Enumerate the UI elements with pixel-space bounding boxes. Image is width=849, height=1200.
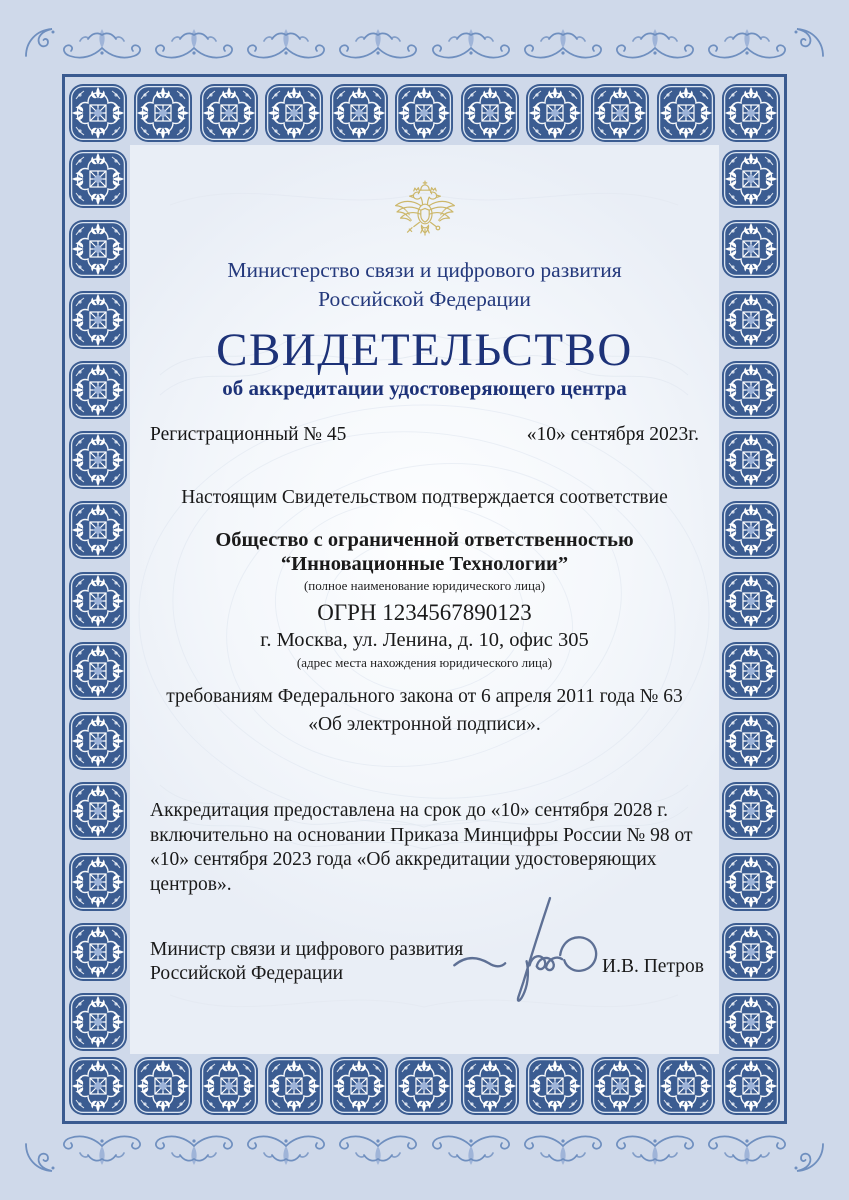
certificate-title: СВИДЕТЕЛЬСТВО bbox=[216, 324, 633, 376]
tile-border-left bbox=[68, 149, 128, 1052]
confirmation-statement: Настоящим Свидетельством подтверждается соответствие bbox=[181, 487, 668, 508]
accreditation-term-line-3: «10» сентября 2023 года «Об аккредитации удостоверяющих центров». bbox=[150, 849, 657, 895]
filigree-border-left bbox=[23, 58, 59, 1142]
double-headed-eagle-icon bbox=[390, 179, 460, 249]
issue-date: «10» сентября 2023г. bbox=[526, 424, 699, 445]
organization-name-line-2: “Инновационные Технологии” bbox=[280, 553, 569, 575]
corner-ornament-bottom-left bbox=[22, 1140, 58, 1176]
corner-ornament-bottom-right bbox=[791, 1140, 827, 1176]
organization-name-caption: (полное наименование юридического лица) bbox=[303, 578, 546, 593]
organization-address-caption: (адрес места нахождения юридического лица) bbox=[296, 655, 553, 670]
registration-number: Регистрационный № 45 bbox=[150, 424, 347, 445]
filigree-border-right bbox=[790, 58, 826, 1142]
accreditation-term bbox=[140, 799, 709, 897]
minister-name: И.В. Петров bbox=[602, 956, 704, 977]
corner-ornament-top-right bbox=[791, 24, 827, 60]
organization-block bbox=[140, 528, 709, 670]
organization-name-line-1: Общество с ограниченной ответственностью bbox=[215, 529, 634, 551]
ogrn-number: ОГРН 1234567890123 bbox=[317, 600, 532, 625]
minister-position-line-1: Министр связи и цифрового развития bbox=[150, 939, 464, 960]
accreditation-term-line-1: Аккредитация предоставлена на срок до «10» сентября 2028 г. bbox=[150, 800, 668, 821]
registration-line bbox=[140, 424, 709, 446]
organization-address: г. Москва, ул. Ленина, д. 10, офис 305 bbox=[260, 629, 589, 651]
law-reference-line-1: требованиям Федерального закона от 6 апреля 2011 года № 63 bbox=[166, 686, 683, 707]
corner-ornament-top-left bbox=[22, 24, 58, 60]
ministry-name bbox=[140, 256, 709, 314]
coat-of-arms-emblem bbox=[140, 179, 709, 249]
certificate-subtitle: об аккредитации удостоверяющего центра bbox=[222, 376, 627, 400]
certificate-content bbox=[140, 0, 709, 1200]
accreditation-term-line-2: включительно на основании Приказа Минцифры России № 98 от bbox=[150, 824, 693, 846]
minister-signature-icon bbox=[445, 892, 600, 1004]
ministry-name-line-1: Министерство связи и цифрового развития bbox=[227, 258, 622, 282]
ministry-name-line-2: Российской Федерации bbox=[318, 287, 531, 311]
minister-position-line-2: Российской Федерации bbox=[150, 962, 344, 984]
law-reference bbox=[140, 683, 709, 739]
tile-border-right bbox=[721, 149, 781, 1052]
law-reference-line-2: «Об электронной подписи». bbox=[308, 714, 541, 735]
